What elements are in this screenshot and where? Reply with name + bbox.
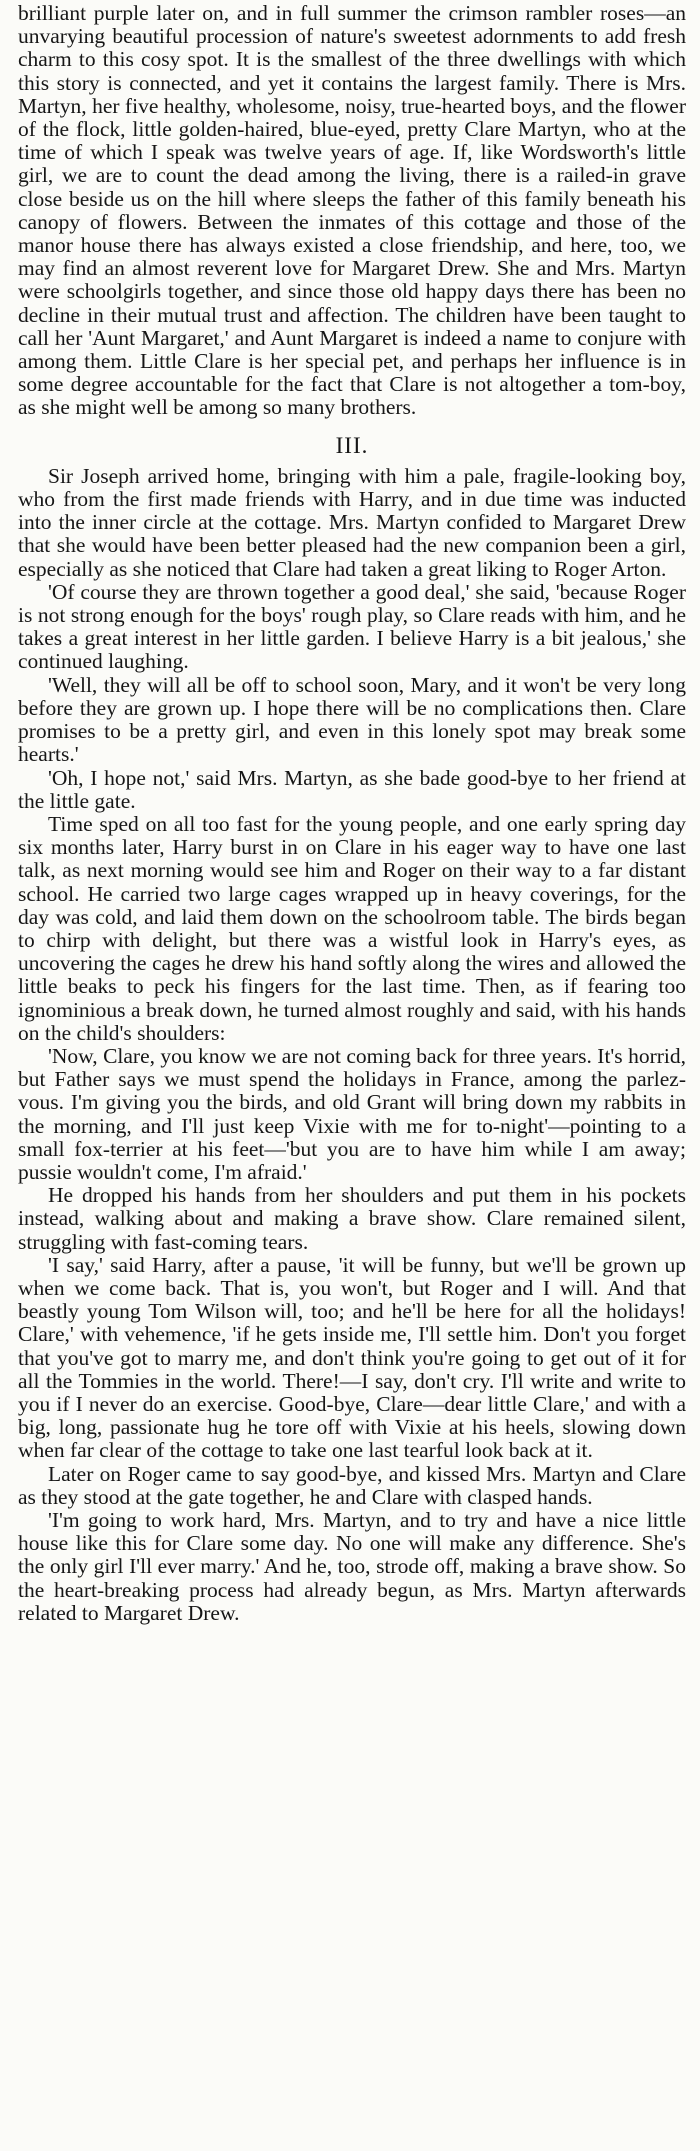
paragraph-7: He dropped his hands from her shoulders and put them in his pockets instead, walking about and making a brave show. Clare remained silent, struggling with fast-coming tears.: [18, 1183, 686, 1254]
paragraph-4: 'Oh, I hope not,' said Mrs. Martyn, as she bade good-bye to her friend at the little gate.: [18, 765, 686, 813]
paragraph-6: 'Now, Clare, you know we are not coming back for three years. It's horrid, but Father says we must spend the holidays in France, among the parlez-vous. I'm giving you the birds, and old Grant will bring down my rabbits in the morning, and I'll just keep Vixie with me for to-night'—pointing to a small fox-terrier at his feet—'but you are to have him while I am away; pussie wouldn't come, I'm afraid.': [18, 1043, 686, 1184]
section-heading: III.: [335, 432, 369, 458]
paragraph-10: 'I'm going to work hard, Mrs. Martyn, and to try and have a nice little house like this for Clare some day. No one will make any difference. She's the only girl I'll ever marry.' And he, too, strode off, making a brave show. So the heart-breaking process had already begun, as Mrs. Martyn afterwards related to Margaret Drew.: [18, 1508, 686, 1625]
paragraph-8: 'I say,' said Harry, after a pause, 'it will be funny, but we'll be grown up when we come back. That is, you won't, but Roger and I will. And that beastly young Tom Wilson will, too; and he'll be here for all the holidays! Clare,' with vehemence, 'if he gets inside me, I'll settle him. Don't you forget that you've got to marry me, and don't think you're going to get out of it for all the Tommies in the world. There!—I say, don't cry. I'll write and write to you if I never do an exercise. Good-bye, Clare—dear little Clare,' and with a big, long, passionate hug he tore off with Vixie at his heels, slowing down when far clear of the cottage to take one last tearful look back at it.: [18, 1252, 686, 1463]
paragraph-5: Time sped on all too fast for the young people, and one early spring day six months later, Harry burst in on Clare in his eager way to have one last talk, as next morning would see him and Roger on their way to a far distant school. He carried two large cages wrapped up in heavy coverings, for the day was cold, and laid them down on the schoolroom table. The birds began to chirp with delight, but there was a wistful look in Harry's eyes, as uncovering the cages he drew his hand softly along the wires and allowed the little beaks to peck his fingers for the last time. Then, as if fearing too ignominious a break down, he turned almost roughly and said, with his hands on the child's shoulders:: [18, 811, 686, 1045]
paragraph-intro: brilliant purple later on, and in full summer the crimson rambler roses—an unvarying beautiful procession of nature's sweetest adornments to add fresh charm to this cosy spot. It is the smallest of the three dwellings with which this story is connected, and yet it contains the largest family. There is Mrs. Martyn, her five healthy, wholesome, noisy, true-hearted boys, and the flower of the flock, little golden-haired, blue-eyed, pretty Clare Martyn, who at the time of which I speak was twelve years of age. If, like Wordsworth's little girl, we are to count the dead among the living, there is a railed-in grave close beside us on the hill where sleeps the father of this family beneath his canopy of flowers. Between the inmates of this cottage and those of the manor house there has always existed a close friendship, and here, too, we may find an almost reverent love for Margaret Drew. She and Mrs. Martyn were schoolgirls together, and since those old happy days there has been no decline in their mutual trust and affection. The children have been taught to call her 'Aunt Margaret,' and Aunt Margaret is indeed a name to conjure with among them. Little Clare is her special pet, and perhaps her influence is in some degree accountable for the fact that Clare is not altogether a tom-boy, as she might well be among so many brothers.: [18, 1, 686, 420]
paragraph-3: 'Well, they will all be off to school soon, Mary, and it won't be very long before they are grown up. I hope there will be no complications then. Clare promises to be a pretty girl, and even in this lonely spot may break some hearts.': [18, 672, 686, 767]
paragraph-1: Sir Joseph arrived home, bringing with him a pale, fragile-looking boy, who from the first made friends with Harry, and in due time was inducted into the inner circle at the cottage. Mrs. Martyn confided to Margaret Drew that she would have been better pleased had the new companion been a girl, especially as she noticed that Clare had taken a great liking to Roger Arton.: [18, 463, 686, 581]
paragraph-2: 'Of course they are thrown together a good deal,' she said, 'because Roger is not strong enough for the boys' rough play, so Clare reads with him, and he takes a great interest in her little garden. I believe Harry is a bit jealous,' she continued laughing.: [18, 579, 686, 674]
paragraph-9: Later on Roger came to say good-bye, and kissed Mrs. Martyn and Clare as they stood at the gate together, he and Clare with clasped hands.: [18, 1461, 686, 1509]
